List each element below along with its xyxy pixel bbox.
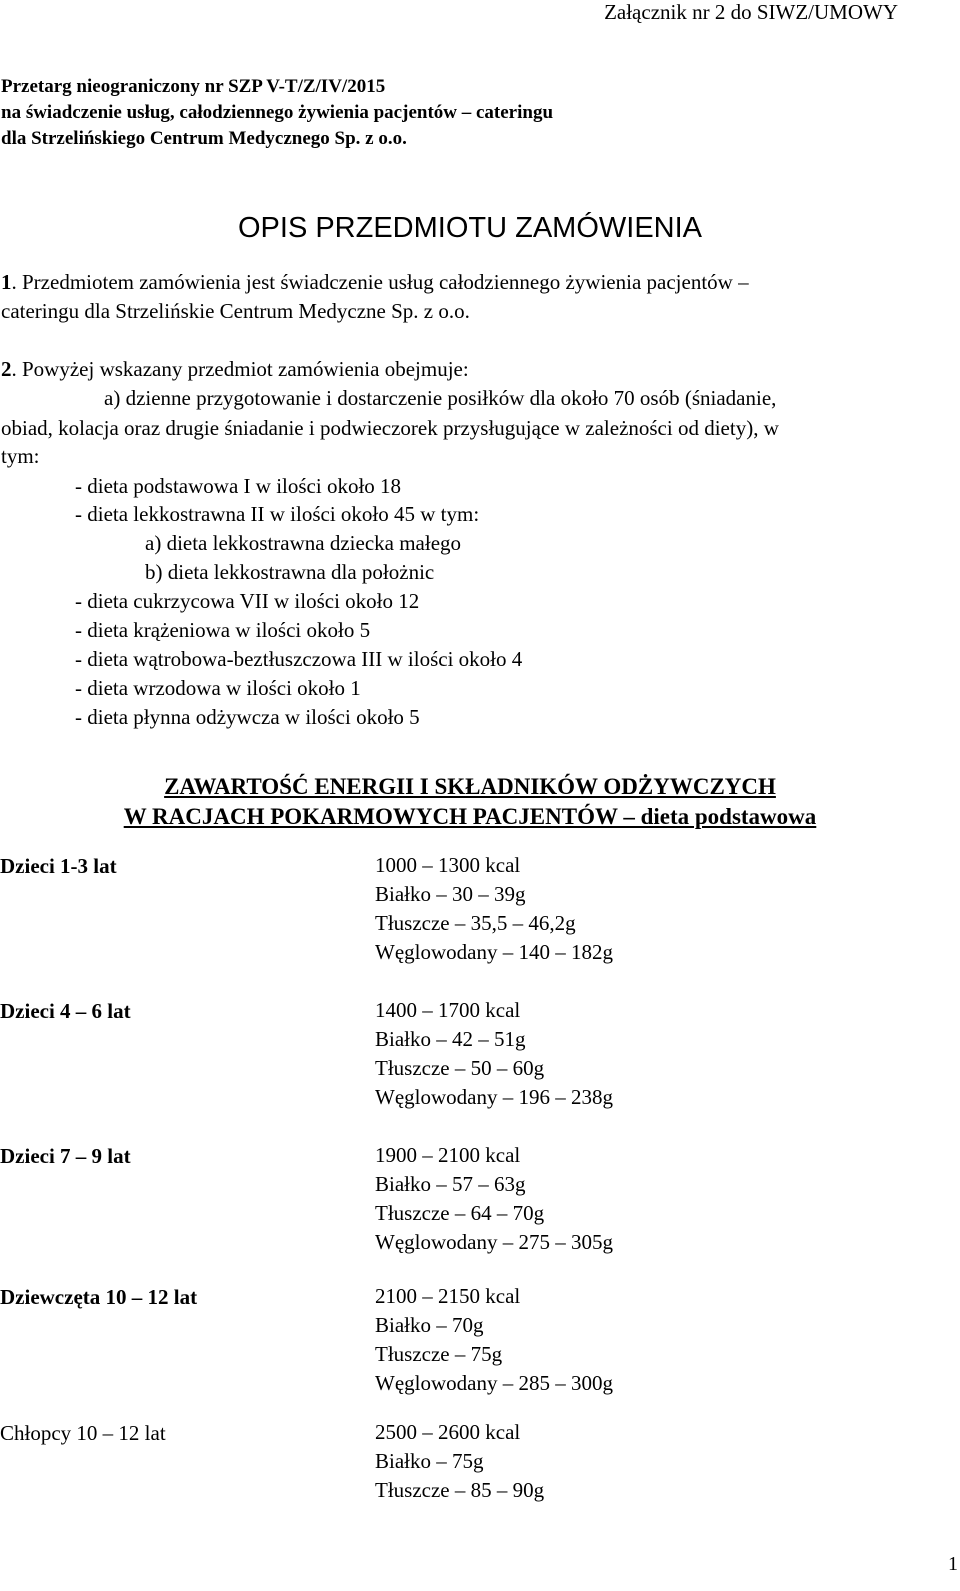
point-1-text: . Przedmiotem zamówienia jest świadczenie usług całodziennego żywienia pacjentów – <box>11 270 749 294</box>
tender-title-line-3: dla Strzelińskiego Centrum Medycznego Sp. z o.o. <box>1 128 407 149</box>
diet-item: - dieta podstawowa I w ilości około 18 <box>75 474 402 498</box>
energy-value: 2500 – 2600 kcal <box>375 1420 521 1444</box>
diet-item: - dieta cukrzycowa VII w ilości około 12 <box>75 589 420 613</box>
tender-title-line-2: na świadczenie usług, całodziennego żywienia pacjentów – cateringu <box>1 102 554 123</box>
nutrition-values <box>375 1282 613 1398</box>
point-1-number: 1 <box>1 270 12 294</box>
age-group-label: Dzieci 1-3 lat <box>0 854 117 878</box>
page-number: 1 <box>948 1553 958 1575</box>
nutrition-values <box>375 1418 544 1505</box>
age-group-label: Chłopcy 10 – 12 lat <box>0 1421 166 1445</box>
age-group-label: Dzieci 4 – 6 lat <box>0 999 131 1023</box>
age-group-label: Dziewczęta 10 – 12 lat <box>0 1285 198 1309</box>
nutrition-values <box>375 1141 613 1257</box>
energy-value: 2100 – 2150 kcal <box>375 1284 521 1308</box>
nutrition-values <box>375 996 613 1112</box>
fat-value: Tłuszcze – 35,5 – 46,2g <box>375 911 576 935</box>
tender-title-line-1: Przetarg nieograniczony nr SZP V-T/Z/IV/2015 <box>1 76 386 97</box>
section-heading-line-1: ZAWARTOŚĆ ENERGII I SKŁADNIKÓW ODŻYWCZYCH <box>164 774 776 799</box>
point-2-intro <box>1 359 469 380</box>
point-2-a-line-2: obiad, kolacja oraz drugie śniadanie i podwieczorek przysługujące w zależności od diety), w <box>1 416 779 440</box>
attachment-header: Załącznik nr 2 do SIWZ/UMOWY <box>604 0 898 24</box>
section-heading-line-2: W RACJACH POKARMOWYCH PACJENTÓW – dieta podstawowa <box>123 804 817 829</box>
protein-value: Białko – 75g <box>375 1449 484 1473</box>
fat-value: Tłuszcze – 64 – 70g <box>375 1201 545 1225</box>
diet-item: - dieta wątrobowa-beztłuszczowa III w ilości około 4 <box>75 647 523 671</box>
energy-value: 1900 – 2100 kcal <box>375 1143 521 1167</box>
fat-value: Tłuszcze – 75g <box>375 1342 503 1366</box>
point-2-a-line-3: tym: <box>1 444 40 468</box>
energy-value: 1400 – 1700 kcal <box>375 998 521 1022</box>
document-title: OPIS PRZEDMIOTU ZAMÓWIENIA <box>237 212 702 244</box>
diet-subitem: b) dieta lekkostrawna dla położnic <box>145 560 435 584</box>
diet-subitem: a) dieta lekkostrawna dziecka małego <box>145 531 462 555</box>
protein-value: Białko – 70g <box>375 1313 484 1337</box>
carbohydrate-value: Węglowodany – 140 – 182g <box>375 940 613 964</box>
fat-value: Tłuszcze – 50 – 60g <box>375 1056 545 1080</box>
protein-value: Białko – 57 – 63g <box>375 1172 526 1196</box>
diet-item: - dieta wrzodowa w ilości około 1 <box>75 676 361 700</box>
energy-value: 1000 – 1300 kcal <box>375 853 521 877</box>
diet-item: - dieta lekkostrawna II w ilości około 45 w tym: <box>75 502 480 526</box>
protein-value: Białko – 42 – 51g <box>375 1027 526 1051</box>
carbohydrate-value: Węglowodany – 285 – 300g <box>375 1371 613 1395</box>
nutrition-values <box>375 851 613 967</box>
fat-value: Tłuszcze – 85 – 90g <box>375 1478 545 1502</box>
point-1-line-1 <box>1 272 749 293</box>
point-1-line-2: cateringu dla Strzelińskie Centrum Medyczne Sp. z o.o. <box>1 299 470 323</box>
point-2-number: 2 <box>1 357 12 381</box>
diet-item: - dieta krążeniowa w ilości około 5 <box>75 618 371 642</box>
point-2-text: . Powyżej wskazany przedmiot zamówienia obejmuje: <box>11 357 469 381</box>
point-2-a-line-1: a) dzienne przygotowanie i dostarczenie posiłków dla około 70 osób (śniadanie, <box>104 386 777 410</box>
carbohydrate-value: Węglowodany – 196 – 238g <box>375 1085 613 1109</box>
protein-value: Białko – 30 – 39g <box>375 882 526 906</box>
age-group-label: Dzieci 7 – 9 lat <box>0 1144 131 1168</box>
diet-item: - dieta płynna odżywcza w ilości około 5 <box>75 705 420 729</box>
carbohydrate-value: Węglowodany – 275 – 305g <box>375 1230 613 1254</box>
